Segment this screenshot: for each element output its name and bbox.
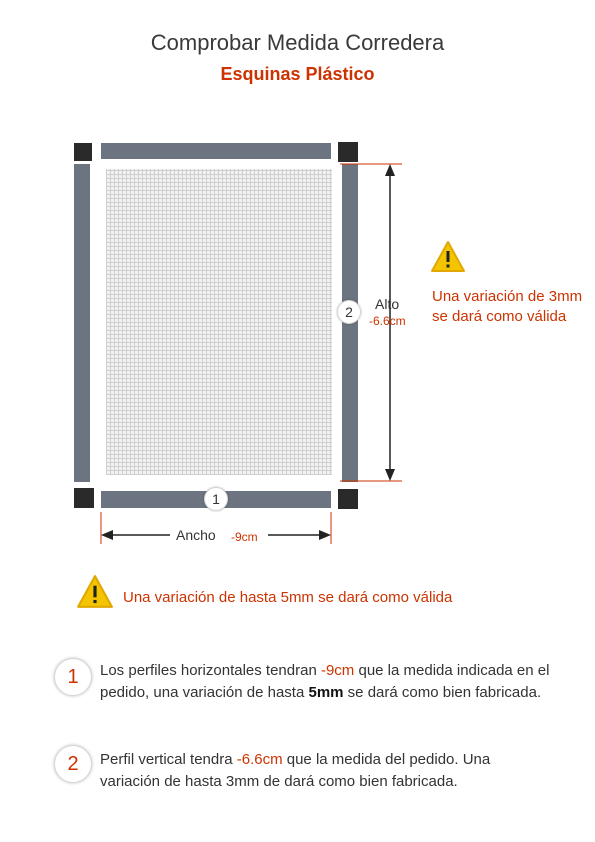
width-value: -9cm [231, 530, 258, 544]
height-badge: 2 [337, 300, 361, 324]
note-1-pre: Los perfiles horizontales tendran [100, 662, 321, 679]
note-1-value: -9cm [320, 662, 355, 679]
page-subtitle: Esquinas Plástico [220, 64, 375, 84]
note-2-text [100, 749, 540, 793]
height-value: -6.6cm [369, 314, 406, 328]
warning-triangle-icon [430, 240, 466, 274]
width-label: Ancho [176, 527, 216, 543]
notice-text: Una variación de hasta 5mm se dará como válida [123, 589, 453, 606]
height-label: Alto [375, 296, 400, 312]
note-2-value: -6.6cm [236, 751, 283, 768]
page-title: Comprobar Medida Corredera [150, 30, 445, 55]
side-warning-text: Una variación de 3mm se dará como válida [432, 288, 583, 325]
note-1-mid: que la medida indicada en el pedido, una variación de hasta [100, 662, 550, 701]
note-2-pre: Perfil vertical tendra [100, 751, 237, 768]
note-1-text [100, 660, 550, 704]
note-1-post: se dará como bien fabricada. [343, 684, 542, 701]
note-2-post: que la medida del pedido. Una variación de hasta 3mm de dará como bien fabricada. [100, 751, 491, 790]
warning-triangle-icon [76, 574, 114, 610]
note-1-bold: 5mm [308, 684, 344, 701]
width-badge: 1 [204, 487, 228, 511]
note-number-badge: 1 [54, 658, 92, 696]
note-number-badge: 2 [54, 745, 92, 783]
